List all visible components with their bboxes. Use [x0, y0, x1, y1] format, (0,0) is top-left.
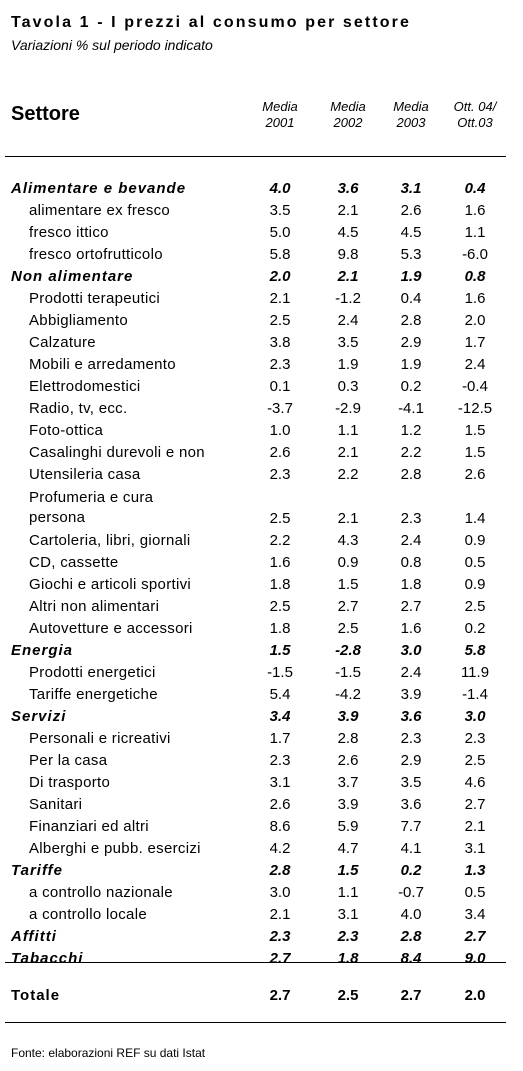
row-value: 4.7 — [337, 840, 359, 857]
table-row — [0, 752, 523, 774]
row-label: a controllo locale — [29, 906, 147, 923]
row-value: -1.5 — [267, 664, 293, 681]
row-value: 2.3 — [269, 356, 291, 373]
row-label: Affitti — [11, 928, 57, 945]
row-value: 1.8 — [400, 576, 422, 593]
row-label: Radio, tv, ecc. — [29, 400, 128, 417]
row-value: 1.2 — [400, 422, 422, 439]
row-value: 4.6 — [464, 774, 486, 791]
row-value: 3.5 — [400, 774, 422, 791]
row-value: 0.2 — [400, 378, 422, 395]
row-label: Tariffe — [11, 862, 64, 879]
row-value: 2.9 — [400, 334, 422, 351]
row-value: 2.7 — [464, 928, 486, 945]
table-row — [0, 884, 523, 906]
row-value: 3.0 — [400, 642, 422, 659]
row-value: -4.1 — [398, 400, 424, 417]
table-row — [0, 466, 523, 488]
table-row — [0, 246, 523, 268]
row-value: 3.5 — [337, 334, 359, 351]
row-value: 2.7 — [337, 598, 359, 615]
row-value: 4.0 — [400, 906, 422, 923]
row-value: 3.0 — [464, 708, 486, 725]
table-row — [0, 312, 523, 334]
column-header-2003: Media 2003 — [393, 99, 429, 130]
row-value: 2.1 — [337, 268, 359, 285]
total-top-rule — [5, 962, 506, 963]
row-value: 1.5 — [464, 444, 486, 461]
row-value: 0.2 — [400, 862, 422, 879]
row-value: 0.4 — [400, 290, 422, 307]
row-value: 2.1 — [337, 444, 359, 461]
row-label: Tabacchi — [11, 950, 84, 967]
row-value: 3.1 — [400, 180, 422, 197]
row-value: 1.4 — [464, 510, 486, 527]
row-value: 2.3 — [400, 730, 422, 747]
row-value: 1.1 — [337, 422, 359, 439]
row-value: 1.5 — [337, 576, 359, 593]
row-value: 5.0 — [269, 224, 291, 241]
row-value: 1.6 — [400, 620, 422, 637]
row-value: 2.6 — [269, 796, 291, 813]
row-value: 1.5 — [337, 862, 359, 879]
row-value: 1.6 — [269, 554, 291, 571]
row-value: 1.8 — [269, 576, 291, 593]
row-label: fresco ortofrutticolo — [29, 246, 163, 263]
row-value: 0.9 — [464, 576, 486, 593]
row-value: 2.4 — [337, 312, 359, 329]
row-value: 0.9 — [464, 532, 486, 549]
table-row — [0, 620, 523, 642]
table-row — [0, 818, 523, 840]
row-value: 3.8 — [269, 334, 291, 351]
row-value: -4.2 — [335, 686, 361, 703]
row-value: 2.6 — [337, 752, 359, 769]
row-label: Servizi — [11, 708, 67, 725]
row-value: 3.1 — [337, 906, 359, 923]
row-value: 1.6 — [464, 202, 486, 219]
row-label: a controllo nazionale — [29, 884, 173, 901]
row-label: Utensileria casa — [29, 466, 141, 483]
row-value: 7.7 — [400, 818, 422, 835]
category-row — [0, 268, 523, 290]
row-value: -1.4 — [462, 686, 488, 703]
row-label: Foto-ottica — [29, 422, 104, 439]
row-value: -2.9 — [335, 400, 361, 417]
table-row — [0, 576, 523, 598]
row-value: 1.7 — [269, 730, 291, 747]
row-value: 0.8 — [400, 554, 422, 571]
row-label: Di trasporto — [29, 774, 111, 791]
row-label: Energia — [11, 642, 74, 659]
row-value: -3.7 — [267, 400, 293, 417]
row-value: 9.0 — [464, 950, 486, 967]
row-value: 1.5 — [464, 422, 486, 439]
row-value: 3.9 — [337, 796, 359, 813]
row-value: -12.5 — [457, 400, 493, 417]
row-value: 9.8 — [337, 246, 359, 263]
row-value: 2.3 — [464, 730, 486, 747]
row-label: Abbigliamento — [29, 312, 128, 329]
row-value: 2.3 — [269, 466, 291, 483]
row-value: 2.6 — [464, 466, 486, 483]
row-value: 8.4 — [400, 950, 422, 967]
row-value: 3.6 — [400, 708, 422, 725]
category-row — [0, 950, 523, 972]
table-row — [0, 444, 523, 466]
row-value: 0.2 — [464, 620, 486, 637]
total-value: 2.7 — [400, 987, 422, 1004]
table-row — [0, 224, 523, 246]
row-value: 2.3 — [269, 928, 291, 945]
row-value: 4.3 — [337, 532, 359, 549]
row-value: 4.5 — [337, 224, 359, 241]
row-value: 1.7 — [464, 334, 486, 351]
total-bottom-rule — [5, 1022, 506, 1023]
row-value: 4.2 — [269, 840, 291, 857]
row-label: Altri non alimentari — [29, 598, 160, 615]
table-row — [0, 489, 523, 532]
row-value: 2.4 — [464, 356, 486, 373]
row-value: 5.3 — [400, 246, 422, 263]
row-value: 2.3 — [269, 752, 291, 769]
table-row — [0, 796, 523, 818]
row-label: Per la casa — [29, 752, 108, 769]
row-label: Giochi e articoli sportivi — [29, 576, 192, 593]
row-value: 3.9 — [337, 708, 359, 725]
row-value: 0.4 — [464, 180, 486, 197]
row-label: Cartoleria, libri, giornali — [29, 532, 191, 549]
row-value: 3.0 — [269, 884, 291, 901]
table-subtitle: Variazioni % sul periodo indicato — [11, 37, 213, 53]
row-value: 1.1 — [464, 224, 486, 241]
row-value: 2.5 — [269, 598, 291, 615]
row-value: 2.1 — [269, 290, 291, 307]
row-label: Personali e ricreativi — [29, 730, 171, 747]
row-label: Autovetture e accessori — [29, 620, 193, 637]
row-value: 2.8 — [400, 466, 422, 483]
column-header-2002: Media 2002 — [330, 99, 366, 130]
table-row — [0, 378, 523, 400]
row-value: 3.1 — [269, 774, 291, 791]
row-value: 3.1 — [464, 840, 486, 857]
table-row — [0, 730, 523, 752]
row-value: 3.7 — [337, 774, 359, 791]
row-value: 4.0 — [269, 180, 291, 197]
row-value: 2.7 — [464, 796, 486, 813]
row-value: -1.2 — [335, 290, 361, 307]
row-value: 1.0 — [269, 422, 291, 439]
row-value: 1.8 — [337, 950, 359, 967]
row-label: alimentare ex fresco — [29, 202, 171, 219]
column-header-2001: Media 2001 — [262, 99, 298, 130]
row-value: 2.3 — [337, 928, 359, 945]
category-row — [0, 642, 523, 664]
table-row — [0, 840, 523, 862]
row-value: 2.5 — [464, 598, 486, 615]
row-value: -0.7 — [398, 884, 424, 901]
row-label: Prodotti terapeutici — [29, 290, 161, 307]
total-value: 2.7 — [269, 987, 291, 1004]
row-value: 2.8 — [400, 312, 422, 329]
total-value: 2.5 — [337, 987, 359, 1004]
row-value: 2.7 — [400, 598, 422, 615]
row-label: Alimentare e bevande — [11, 180, 187, 197]
row-value: -1.5 — [335, 664, 361, 681]
row-value: 2.2 — [337, 466, 359, 483]
row-label: Profumeria e cura persona — [29, 489, 154, 526]
row-value: 2.2 — [269, 532, 291, 549]
table-row — [0, 774, 523, 796]
row-label: Alberghi e pubb. esercizi — [29, 840, 201, 857]
row-value: 2.8 — [400, 928, 422, 945]
row-value: 1.5 — [269, 642, 291, 659]
total-value: 2.0 — [464, 987, 486, 1004]
header-rule — [5, 156, 506, 157]
row-label: Sanitari — [29, 796, 83, 813]
table-row — [0, 664, 523, 686]
row-value: 1.9 — [400, 268, 422, 285]
row-value: 2.5 — [269, 312, 291, 329]
row-value: 2.1 — [269, 906, 291, 923]
row-value: 4.5 — [400, 224, 422, 241]
row-value: -0.4 — [462, 378, 488, 395]
row-label: Elettrodomestici — [29, 378, 141, 395]
table-row — [0, 400, 523, 422]
table-title: Tavola 1 - I prezzi al consumo per settore — [11, 14, 411, 31]
table-row — [0, 554, 523, 576]
row-value: 5.9 — [337, 818, 359, 835]
table-row — [0, 906, 523, 928]
table-row — [0, 422, 523, 444]
row-value: 3.4 — [269, 708, 291, 725]
row-value: 3.9 — [400, 686, 422, 703]
row-value: 3.6 — [337, 180, 359, 197]
column-header-oct: Ott. 04/ Ott.03 — [453, 99, 497, 130]
row-value: -2.8 — [335, 642, 361, 659]
row-value: 2.0 — [464, 312, 486, 329]
table-row — [0, 686, 523, 708]
row-value: 1.6 — [464, 290, 486, 307]
row-value: 2.3 — [400, 510, 422, 527]
row-value: 0.8 — [464, 268, 486, 285]
row-value: 3.6 — [400, 796, 422, 813]
row-value: 3.4 — [464, 906, 486, 923]
total-row — [0, 987, 523, 1009]
category-row — [0, 708, 523, 730]
row-value: 2.6 — [269, 444, 291, 461]
row-value: 4.1 — [400, 840, 422, 857]
row-value: 1.8 — [269, 620, 291, 637]
row-label: Finanziari ed altri — [29, 818, 149, 835]
category-row — [0, 928, 523, 950]
row-value: 0.1 — [269, 378, 291, 395]
table-row — [0, 202, 523, 224]
row-value: 0.5 — [464, 884, 486, 901]
row-value: 1.3 — [464, 862, 486, 879]
row-value: 2.1 — [337, 510, 359, 527]
row-value: 5.4 — [269, 686, 291, 703]
row-label: Calzature — [29, 334, 96, 351]
table-row — [0, 356, 523, 378]
row-value: 2.1 — [464, 818, 486, 835]
row-value: 2.0 — [269, 268, 291, 285]
row-value: 2.8 — [337, 730, 359, 747]
row-value: 1.9 — [337, 356, 359, 373]
total-label: Totale — [11, 987, 61, 1004]
row-label: CD, cassette — [29, 554, 119, 571]
row-value: 5.8 — [269, 246, 291, 263]
row-value: 11.9 — [460, 664, 490, 681]
row-value: 2.4 — [400, 532, 422, 549]
row-value: 2.6 — [400, 202, 422, 219]
row-value: 0.5 — [464, 554, 486, 571]
sector-column-header: Settore — [11, 103, 80, 125]
row-value: 2.7 — [269, 950, 291, 967]
table-row — [0, 532, 523, 554]
row-label: Mobili e arredamento — [29, 356, 176, 373]
row-value: 1.1 — [337, 884, 359, 901]
table-row — [0, 290, 523, 312]
row-value: 0.9 — [337, 554, 359, 571]
row-label: Casalinghi durevoli e non — [29, 444, 205, 461]
row-value: 2.5 — [464, 752, 486, 769]
row-value: 0.3 — [337, 378, 359, 395]
row-value: 2.5 — [337, 620, 359, 637]
row-value: 5.8 — [464, 642, 486, 659]
row-label: Prodotti energetici — [29, 664, 156, 681]
row-value: 2.2 — [400, 444, 422, 461]
table-row — [0, 598, 523, 620]
row-value: 3.5 — [269, 202, 291, 219]
row-label: Tariffe energetiche — [29, 686, 158, 703]
row-value: 2.8 — [269, 862, 291, 879]
row-value: 1.9 — [400, 356, 422, 373]
row-label: fresco ittico — [29, 224, 109, 241]
row-value: -6.0 — [462, 246, 488, 263]
row-value: 2.5 — [269, 510, 291, 527]
row-label: Non alimentare — [11, 268, 134, 285]
row-value: 2.1 — [337, 202, 359, 219]
table-row — [0, 334, 523, 356]
category-row — [0, 180, 523, 202]
row-value: 2.9 — [400, 752, 422, 769]
source-note: Fonte: elaborazioni REF su dati Istat — [11, 1046, 206, 1060]
row-value: 8.6 — [269, 818, 291, 835]
row-value: 2.4 — [400, 664, 422, 681]
category-row — [0, 862, 523, 884]
